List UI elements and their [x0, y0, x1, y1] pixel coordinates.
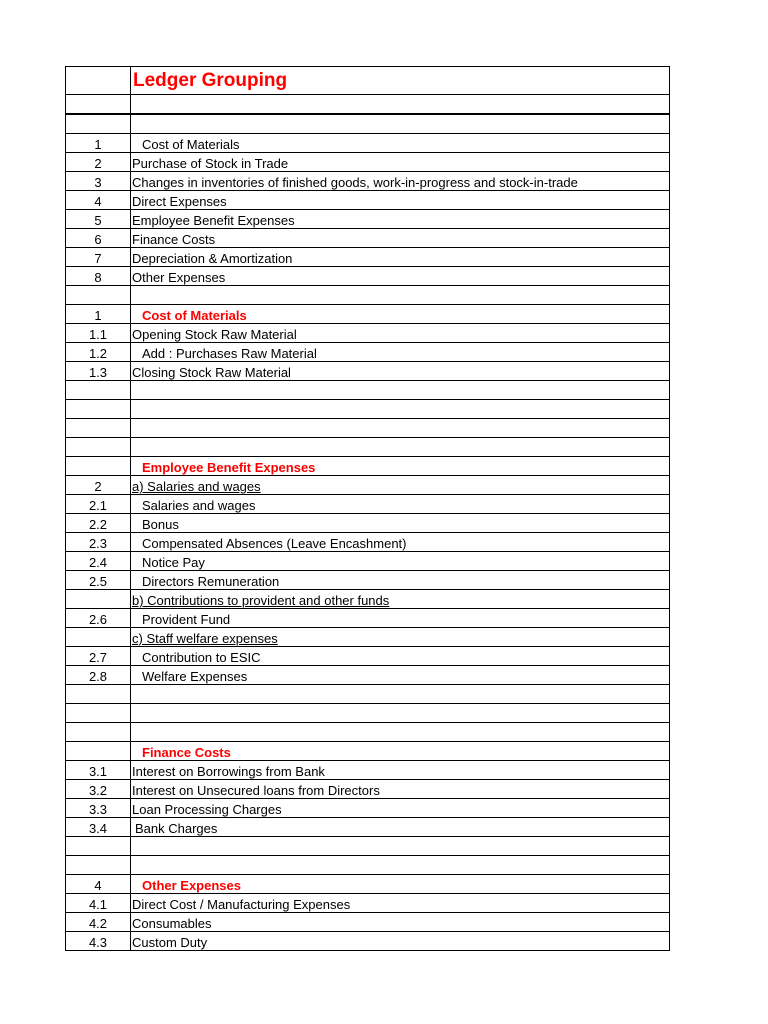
row-text[interactable]: Direct Expenses [131, 191, 670, 210]
row-number[interactable]: 2.2 [66, 514, 131, 533]
section-heading[interactable]: Cost of Materials [131, 305, 670, 324]
row-number[interactable]: 4.1 [66, 894, 131, 913]
row-number[interactable]: 1 [66, 134, 131, 153]
row-text[interactable] [131, 438, 670, 457]
row-text[interactable]: Notice Pay [131, 552, 670, 571]
subgroup-heading[interactable] [131, 476, 670, 495]
row-number[interactable] [66, 742, 131, 761]
table-row [66, 799, 670, 818]
row-text[interactable]: Add : Purchases Raw Material [131, 343, 670, 362]
row-text[interactable]: Finance Costs [131, 229, 670, 248]
table-row [66, 267, 670, 286]
row-text[interactable] [131, 400, 670, 419]
row-text[interactable]: Compensated Absences (Leave Encashment) [131, 533, 670, 552]
row-text[interactable] [131, 95, 670, 115]
row-number[interactable] [66, 628, 131, 647]
table-row [66, 172, 670, 191]
row-text[interactable] [131, 704, 670, 723]
table-row [66, 590, 670, 609]
table-row [66, 191, 670, 210]
row-text[interactable]: Welfare Expenses [131, 666, 670, 685]
section-header-row [66, 305, 670, 324]
table-row [66, 400, 670, 419]
row-number[interactable]: 2.4 [66, 552, 131, 571]
row-number[interactable] [66, 704, 131, 723]
row-number[interactable]: 4.2 [66, 913, 131, 932]
row-number[interactable]: 2 [66, 153, 131, 172]
row-number[interactable]: 2.8 [66, 666, 131, 685]
row-text[interactable] [131, 723, 670, 742]
row-text[interactable]: Interest on Borrowings from Bank [131, 761, 670, 780]
table-row [66, 723, 670, 742]
row-text[interactable]: Purchase of Stock in Trade [131, 153, 670, 172]
section-heading[interactable]: Employee Benefit Expenses [131, 457, 670, 476]
row-text[interactable] [131, 837, 670, 856]
subgroup-label: c) Staff welfare expenses [132, 631, 278, 646]
section-heading[interactable]: Other Expenses [131, 875, 670, 894]
table-row [66, 134, 670, 153]
row-text[interactable]: Employee Benefit Expenses [131, 210, 670, 229]
row-number[interactable] [66, 856, 131, 875]
row-number[interactable] [66, 114, 131, 134]
table-row [66, 495, 670, 514]
row-number[interactable] [66, 438, 131, 457]
table-row [66, 419, 670, 438]
row-number[interactable] [66, 723, 131, 742]
table-row [66, 286, 670, 305]
row-number[interactable] [66, 286, 131, 305]
table-row [66, 609, 670, 628]
table-row [66, 476, 670, 495]
row-number[interactable] [66, 400, 131, 419]
table-row [66, 552, 670, 571]
table-row [66, 856, 670, 875]
table-row [66, 780, 670, 799]
table-row [66, 362, 670, 381]
table-row [66, 761, 670, 780]
row-number[interactable]: 4 [66, 875, 131, 894]
row-text[interactable]: Custom Duty [131, 932, 670, 951]
row-number[interactable]: 3.1 [66, 761, 131, 780]
row-number[interactable]: 6 [66, 229, 131, 248]
row-number[interactable] [66, 590, 131, 609]
row-number[interactable]: 3 [66, 172, 131, 191]
subgroup-heading[interactable] [131, 590, 670, 609]
table-row [66, 324, 670, 343]
table-row [66, 818, 670, 837]
table-row [66, 95, 670, 115]
section-heading[interactable]: Finance Costs [131, 742, 670, 761]
table-row [66, 685, 670, 704]
row-number[interactable] [66, 95, 131, 115]
row-text[interactable] [131, 685, 670, 704]
table-row [66, 837, 670, 856]
row-text[interactable]: Contribution to ESIC [131, 647, 670, 666]
row-number[interactable] [66, 837, 131, 856]
row-number[interactable]: 2.6 [66, 609, 131, 628]
table-row [66, 704, 670, 723]
row-text[interactable]: Salaries and wages [131, 495, 670, 514]
row-text[interactable]: Interest on Unsecured loans from Directors [131, 780, 670, 799]
row-number[interactable]: 4.3 [66, 932, 131, 951]
table-row [66, 248, 670, 267]
table-row [66, 153, 670, 172]
row-text[interactable] [131, 286, 670, 305]
table-row [66, 229, 670, 248]
row-text[interactable]: Loan Processing Charges [131, 799, 670, 818]
row-text[interactable]: Bonus [131, 514, 670, 533]
row-text[interactable] [131, 114, 670, 134]
section-header-row [66, 875, 670, 894]
table-row [66, 913, 670, 932]
row-number[interactable]: 2.3 [66, 533, 131, 552]
row-text[interactable]: Bank Charges [131, 818, 670, 837]
row-number[interactable] [66, 685, 131, 704]
row-number[interactable]: 5 [66, 210, 131, 229]
row-text[interactable] [131, 419, 670, 438]
table-row [66, 571, 670, 590]
row-text[interactable]: Provident Fund [131, 609, 670, 628]
row-number[interactable]: 4 [66, 191, 131, 210]
table-row [66, 114, 670, 134]
row-text[interactable]: Depreciation & Amortization [131, 248, 670, 267]
row-number[interactable] [66, 457, 131, 476]
row-text[interactable]: Direct Cost / Manufacturing Expenses [131, 894, 670, 913]
row-number[interactable] [66, 419, 131, 438]
table-row [66, 343, 670, 362]
subgroup-label: a) Salaries and wages [132, 479, 261, 494]
row-number[interactable]: 7 [66, 248, 131, 267]
table-row [66, 533, 670, 552]
row-text[interactable]: Opening Stock Raw Material [131, 324, 670, 343]
row-number[interactable]: 2 [66, 476, 131, 495]
table-row [66, 210, 670, 229]
subgroup-label: b) Contributions to provident and other funds [132, 593, 390, 608]
title-row [66, 67, 670, 95]
row-text[interactable]: Closing Stock Raw Material [131, 362, 670, 381]
row-text[interactable]: Consumables [131, 913, 670, 932]
row-text[interactable] [131, 856, 670, 875]
row-text[interactable] [131, 381, 670, 400]
row-number[interactable]: 8 [66, 267, 131, 286]
table-row [66, 932, 670, 951]
row-text[interactable]: Other Expenses [131, 267, 670, 286]
table-row [66, 438, 670, 457]
row-number[interactable]: 3.2 [66, 780, 131, 799]
row-number[interactable]: 1.2 [66, 343, 131, 362]
row-number[interactable]: 2.5 [66, 571, 131, 590]
table-row [66, 894, 670, 913]
section-header-row [66, 742, 670, 761]
table-row [66, 514, 670, 533]
row-text[interactable]: Cost of Materials [131, 134, 670, 153]
table-row [66, 628, 670, 647]
row-number[interactable]: 2.7 [66, 647, 131, 666]
row-number[interactable]: 1.3 [66, 362, 131, 381]
row-number[interactable]: 1 [66, 305, 131, 324]
table-row [66, 666, 670, 685]
table-row [66, 381, 670, 400]
row-number[interactable]: 3.4 [66, 818, 131, 837]
ledger-grouping-sheet [65, 66, 670, 951]
subgroup-heading[interactable] [131, 628, 670, 647]
row-number[interactable]: 1.1 [66, 324, 131, 343]
cell-blank[interactable] [66, 67, 131, 95]
sheet-title[interactable]: Ledger Grouping [131, 67, 670, 95]
table-row [66, 647, 670, 666]
row-number[interactable] [66, 381, 131, 400]
row-text[interactable]: Changes in inventories of finished goods, work-in-progress and stock-in-trade [131, 172, 670, 191]
row-text[interactable]: Directors Remuneration [131, 571, 670, 590]
row-number[interactable]: 3.3 [66, 799, 131, 818]
row-number[interactable]: 2.1 [66, 495, 131, 514]
section-header-row [66, 457, 670, 476]
